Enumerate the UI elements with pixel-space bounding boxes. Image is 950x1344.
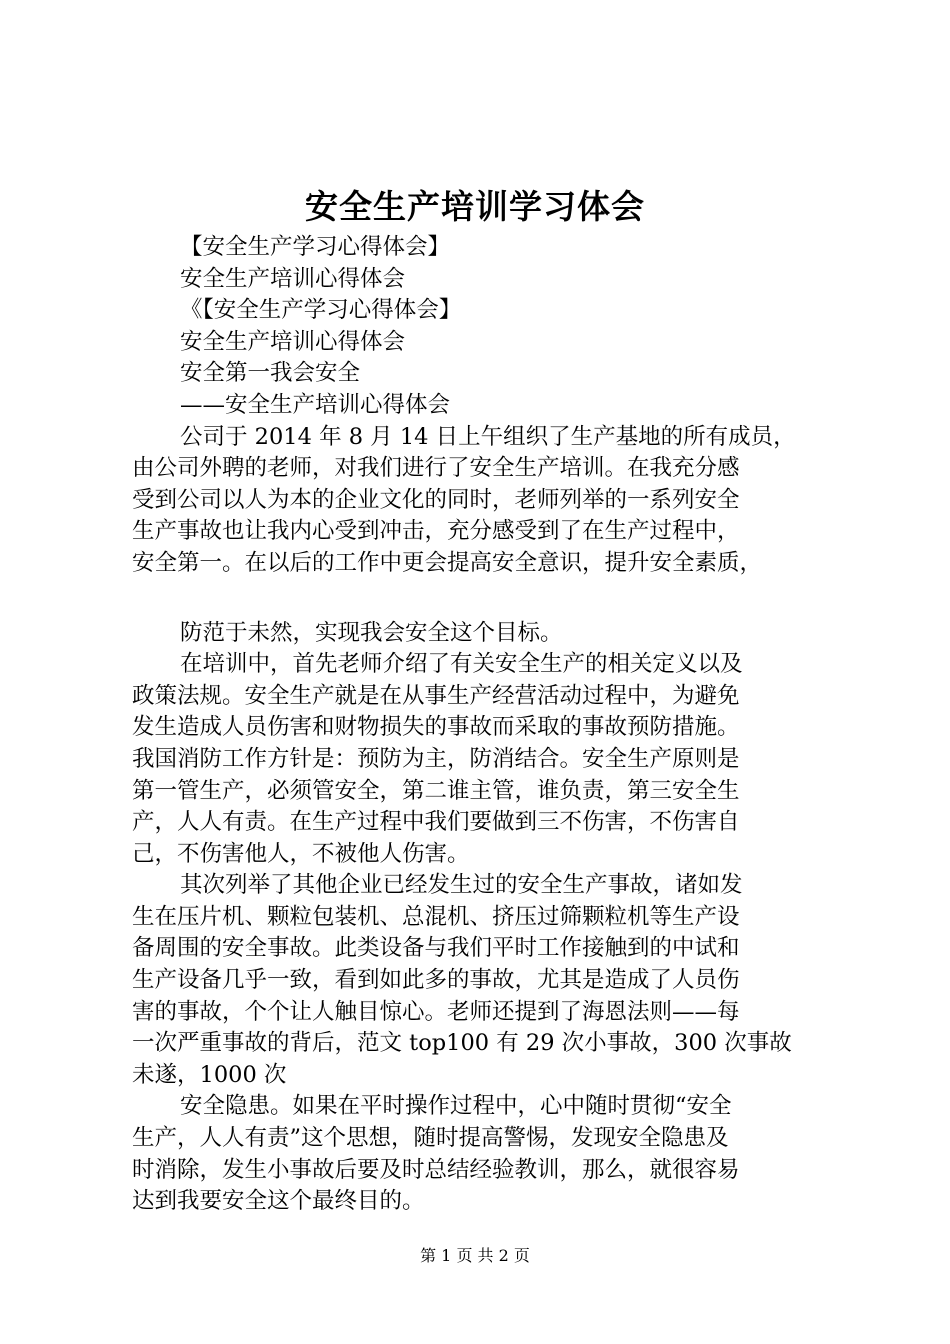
paragraph-line: 达到我要安全这个最终目的。 [132,1188,425,1215]
paragraph-3 [132,649,832,870]
paragraph-line: 防范于未然，实现我会安全这个目标。 [180,619,563,646]
heading-line: ——安全生产培训心得体会 [180,391,451,418]
paragraph-line: 产，人人有责。在生产过程中我们要做到三不伤害，不伤害自 [132,809,740,836]
paragraph-line: 发生造成人员伤害和财物损失的事故而采取的事故预防措施。 [132,714,740,741]
heading-line: 安全第一我会安全 [180,360,361,387]
page-footer: 第 1 页 共 2 页 [420,1246,530,1265]
paragraph-line: 未遂，1000 次 [132,1061,287,1088]
paragraph-line: 第一管生产，必须管安全，第二谁主管，谁负责，第三安全生 [132,777,740,804]
paragraph-line: 生产，人人有责”这个思想，随时提高警惕，发现安全隐患及 [132,1125,729,1152]
paragraph-5 [132,1091,832,1217]
paragraph-line: 公司于 2014 年 8 月 14 日上午组织了生产基地的所有成员， [180,423,796,450]
paragraph-line: 己，不伤害他人，不被他人伤害。 [132,840,470,867]
paragraph-2 [132,618,832,650]
paragraph-gap [132,580,832,618]
paragraph-line: 时消除，发生小事故后要及时总结经验教训，那么，就很容易 [132,1156,740,1183]
heading-line: 安全生产培训心得体会 [180,265,406,292]
paragraph-1 [132,422,832,580]
paragraph-line: 一次严重事故的背后，范文 top100 有 29 次小事故，300 次事故 [132,1030,792,1057]
heading-line: 《【安全生产学习心得体会】 [180,297,462,324]
paragraph-line: 生在压片机、颗粒包装机、总混机、挤压过筛颗粒机等生产设 [132,903,740,930]
paragraph-4 [132,870,832,1091]
paragraph-line: 生产事故也让我内心受到冲击，充分感受到了在生产过程中， [132,518,740,545]
paragraph-line: 安全第一。在以后的工作中更会提高安全意识，提升安全素质， [132,549,763,576]
paragraph-line: 备周围的安全事故。此类设备与我们平时工作接触到的中试和 [132,935,740,962]
paragraph-line: 政策法规。安全生产就是在从事生产经营活动过程中，为避免 [132,682,740,709]
paragraph-line: 受到公司以人为本的企业文化的同时，老师列举的一系列安全 [132,486,740,513]
paragraph-line: 由公司外聘的老师，对我们进行了安全生产培训。在我充分感 [132,455,740,482]
paragraph-line: 我国消防工作方针是：预防为主，防消结合。安全生产原则是 [132,745,740,772]
paragraph-line: 害的事故，个个让人触目惊心。老师还提到了海恩法则——每 [132,998,740,1025]
document-body [132,232,832,1218]
document-title: 安全生产培训学习体会 [305,187,645,226]
paragraph-line: 生产设备几乎一致，看到如此多的事故，尤其是造成了人员伤 [132,967,740,994]
paragraph-line: 在培训中，首先老师介绍了有关安全生产的相关定义以及 [180,651,743,678]
paragraph-line: 其次列举了其他企业已经发生过的安全生产事故，诸如发 [180,872,743,899]
heading-line: 【安全生产学习心得体会】 [180,234,451,260]
heading-line: 安全生产培训心得体会 [180,328,406,355]
paragraph-line: 安全隐患。如果在平时操作过程中，心中随时贯彻“安全 [180,1093,732,1120]
